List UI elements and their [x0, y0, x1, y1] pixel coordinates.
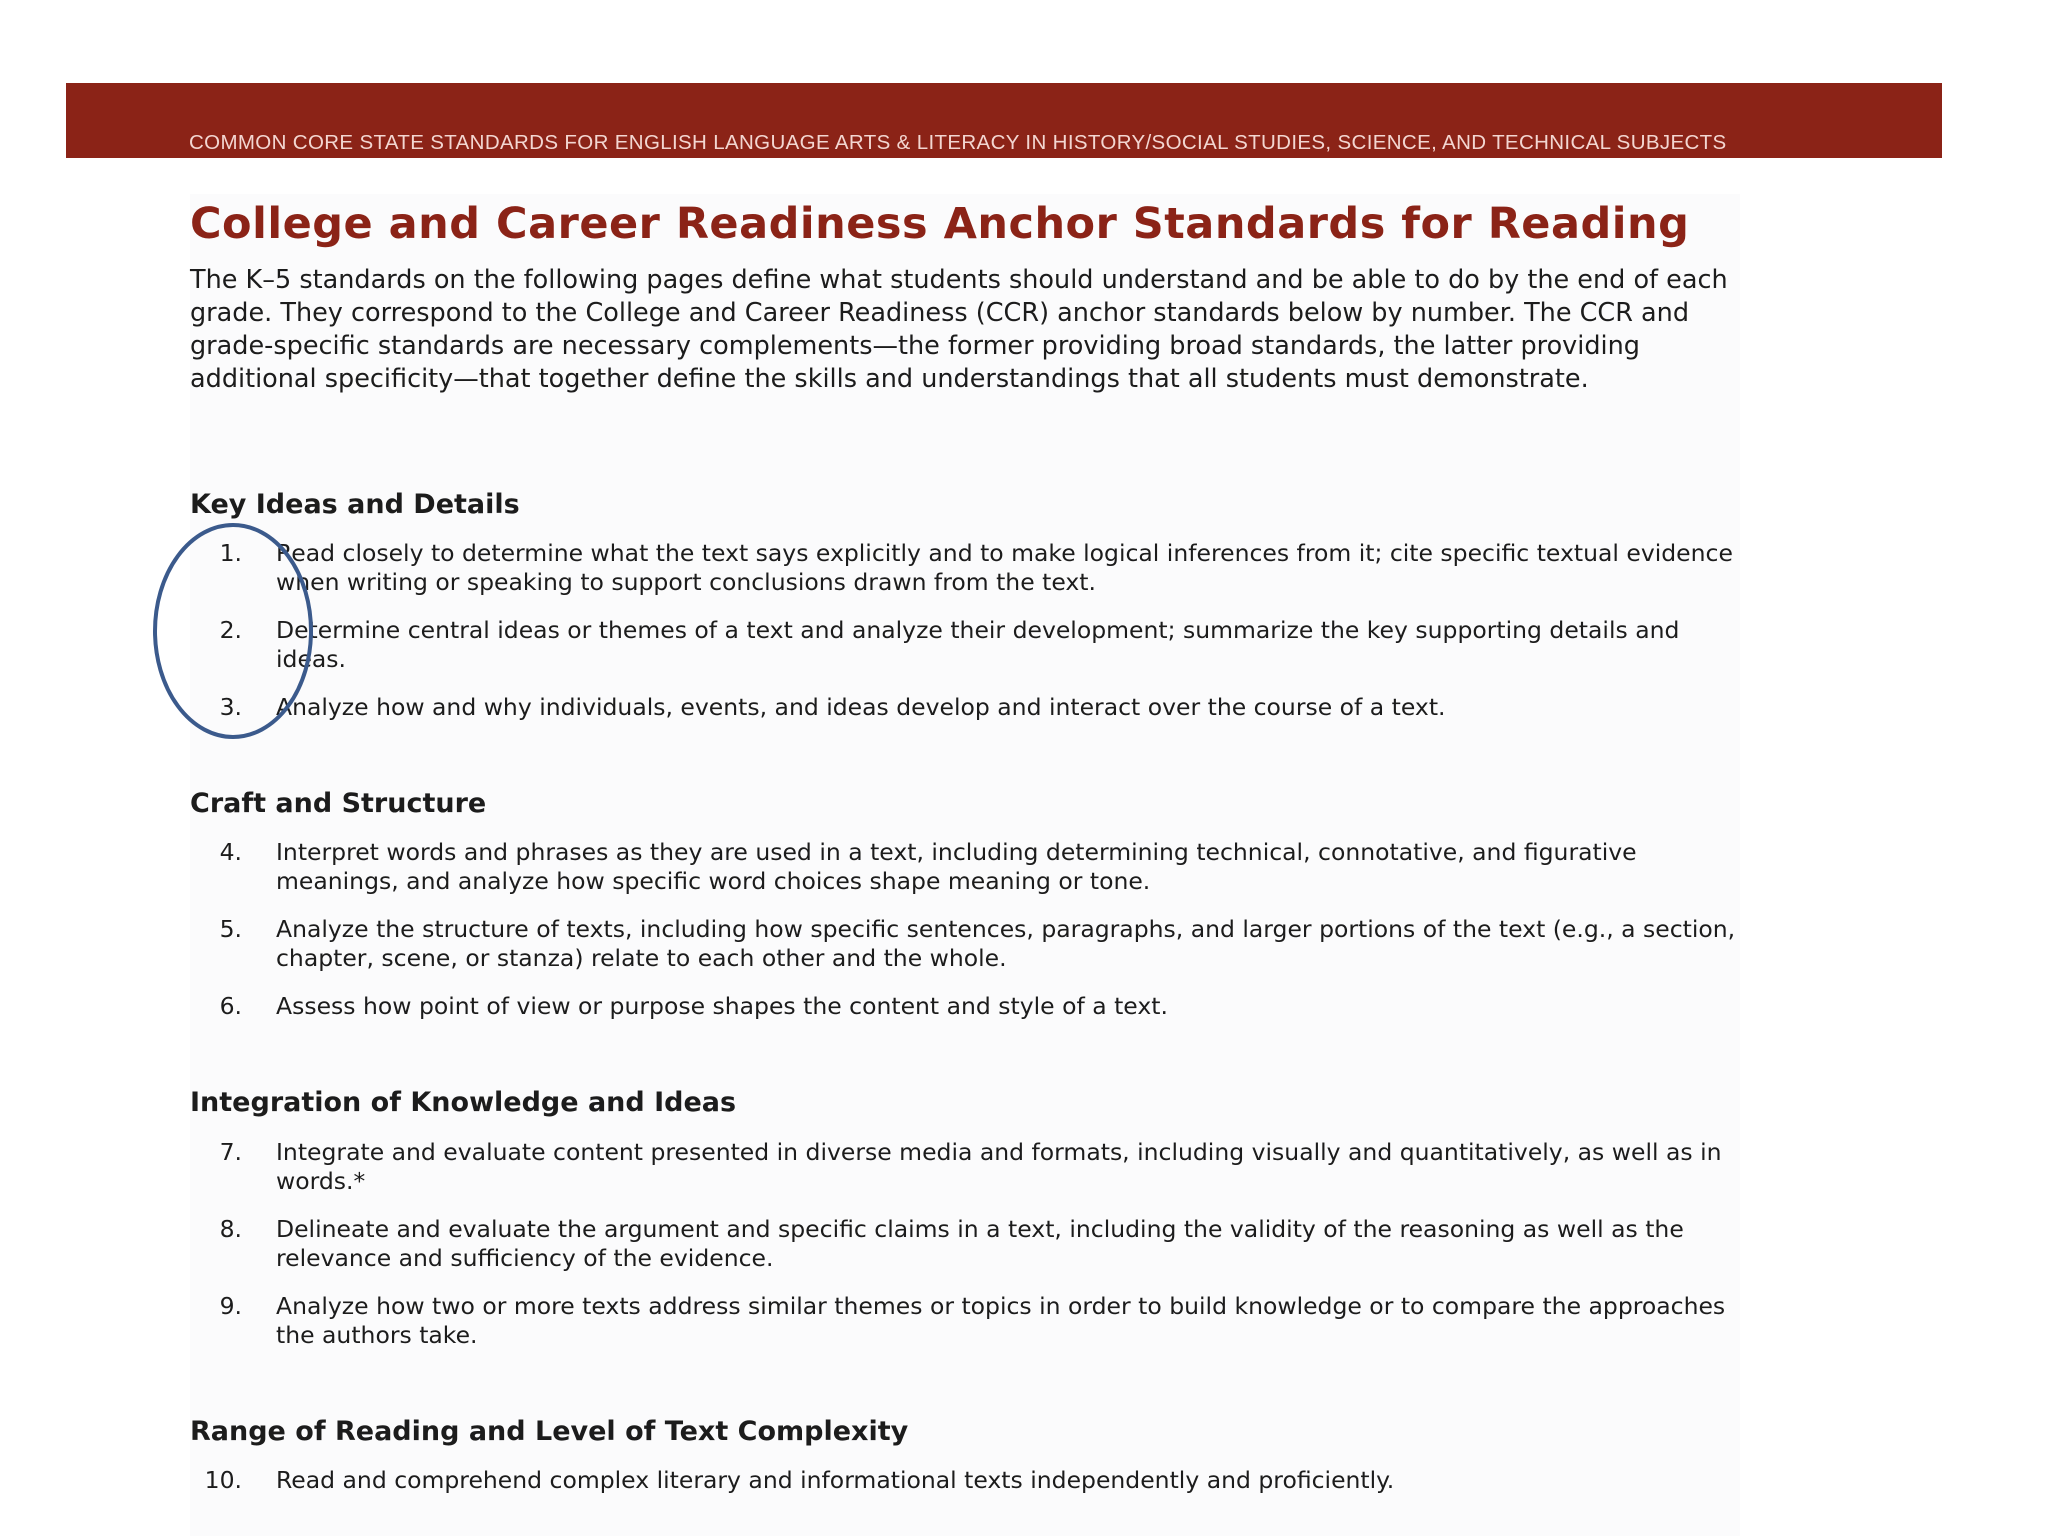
item-text: Integrate and evaluate content presented in diverse media and formats, including visually and quantitatively, as well as in words.*: [276, 1138, 1722, 1195]
intro-paragraph: The K–5 standards on the following pages define what students should understand and be able to do by the end of each grade. They correspond to the College and Career Readiness (CCR) anchor standards below by number. The CCR and grade-specific standards are necessary complements—the former providing broad standards, the latter providing additional specificity—that together define the skills and understandings that all students must demonstrate.: [190, 265, 1728, 394]
item-text: Analyze how and why individuals, events, and ideas develop and interact over the course of a text.: [276, 693, 1446, 721]
item-number: 6.: [219, 992, 242, 1020]
section-heading-craft-structure: Craft and Structure: [190, 788, 487, 819]
item-number: 8.: [219, 1215, 242, 1243]
section-heading-integration: Integration of Knowledge and Ideas: [190, 1087, 737, 1118]
header-banner: [66, 83, 1942, 158]
item-number: 9.: [219, 1292, 242, 1320]
item-text: Read closely to determine what the text says explicitly and to make logical inferences from it; cite specific textual evidence when writing or speaking to support conclusions drawn from the text.: [276, 539, 1733, 596]
item-text: Determine central ideas or themes of a text and analyze their development; summarize the key supporting details and ideas.: [276, 616, 1680, 673]
section-heading-range: Range of Reading and Level of Text Complexity: [190, 1416, 909, 1447]
item-number: 2.: [219, 616, 242, 644]
item-text: Read and comprehend complex literary and informational texts independently and proficiently.: [276, 1466, 1395, 1494]
item-text: Analyze the structure of texts, including how specific sentences, paragraphs, and larger portions of the text (e.g., a section, chapter, scene, or stanza) relate to each other and the whole.: [276, 915, 1736, 972]
item-number: 1.: [219, 539, 242, 567]
item-text: Interpret words and phrases as they are used in a text, including determining technical, connotative, and figurative meanings, and analyze how specific word choices shape meaning or tone.: [276, 838, 1637, 895]
section-heading-key-ideas: Key Ideas and Details: [190, 489, 520, 520]
item-number: 10.: [204, 1466, 242, 1494]
item-number: 3.: [219, 693, 242, 721]
item-text: Assess how point of view or purpose shapes the content and style of a text.: [276, 992, 1168, 1020]
item-number: 4.: [219, 838, 242, 866]
item-number: 7.: [219, 1138, 242, 1166]
page-title: College and Career Readiness Anchor Standards for Reading: [190, 199, 1690, 249]
item-text: Analyze how two or more texts address similar themes or topics in order to build knowledge or to compare the approaches the authors take.: [276, 1292, 1726, 1349]
item-text: Delineate and evaluate the argument and specific claims in a text, including the validity of the reasoning as well as the relevance and sufficiency of the evidence.: [276, 1215, 1684, 1272]
item-number: 5.: [219, 915, 242, 943]
banner-text: COMMON CORE STATE STANDARDS FOR ENGLISH LANGUAGE ARTS & LITERACY IN HISTORY/SOCIAL STUDIES, SCIENCE, AND TECHNICAL SUBJECTS: [189, 131, 1727, 154]
